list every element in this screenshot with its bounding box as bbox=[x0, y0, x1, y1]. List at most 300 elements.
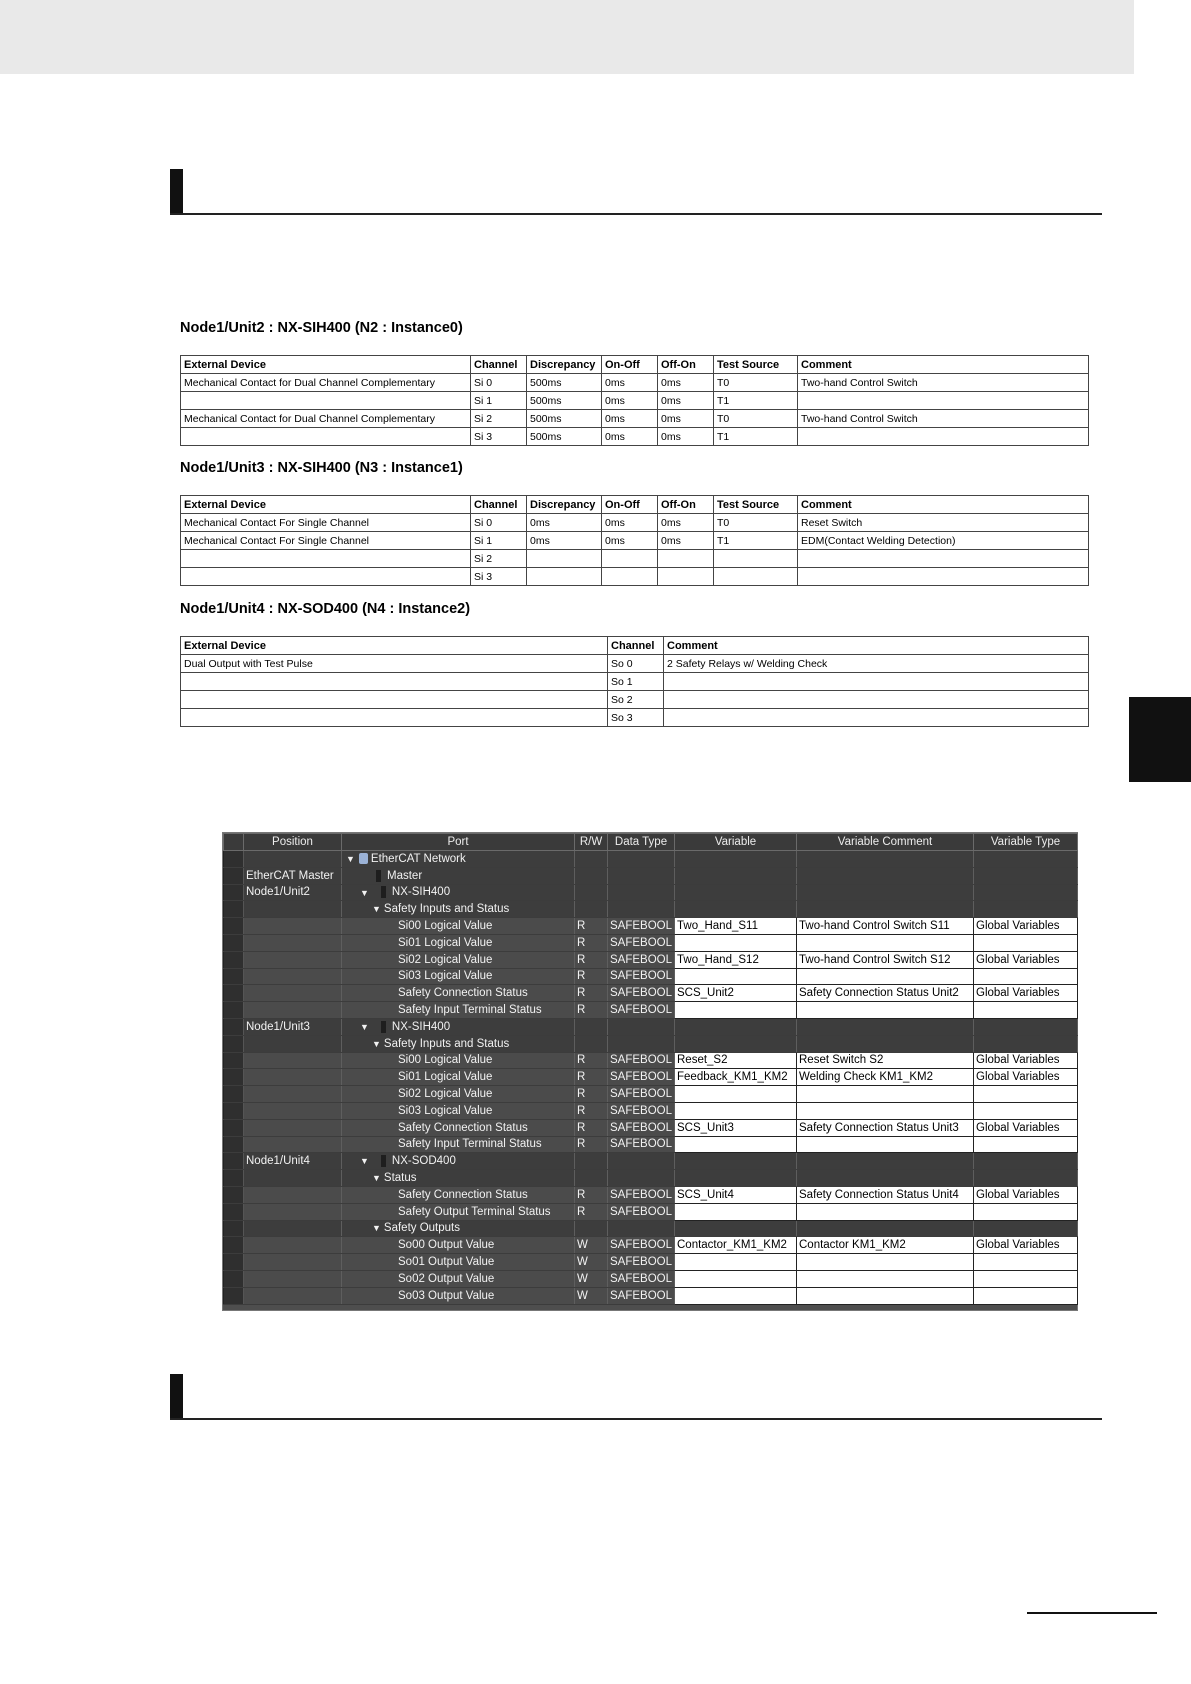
gutter-header bbox=[224, 834, 244, 851]
rw-cell bbox=[575, 1035, 608, 1052]
io-row[interactable] bbox=[224, 1203, 1078, 1220]
cell: 0ms bbox=[602, 374, 658, 392]
variable-comment-field[interactable]: Two-hand Control Switch S11 bbox=[797, 918, 974, 935]
variable-type-field[interactable]: Global Variables bbox=[974, 985, 1078, 1002]
variable-field[interactable] bbox=[675, 934, 797, 951]
cell: Mechanical Contact For Single Channel bbox=[181, 532, 471, 550]
rw-cell: R bbox=[575, 1119, 608, 1136]
io-row[interactable] bbox=[224, 1035, 1078, 1052]
variable-comment-field[interactable] bbox=[797, 1102, 974, 1119]
io-map-body bbox=[224, 851, 1078, 1305]
cell bbox=[527, 568, 602, 586]
rw-cell: W bbox=[575, 1270, 608, 1287]
variable-type-field[interactable] bbox=[974, 1270, 1078, 1287]
variable-field[interactable]: Two_Hand_S12 bbox=[675, 951, 797, 968]
variable-comment-field[interactable]: Welding Check KM1_KM2 bbox=[797, 1069, 974, 1086]
col-on-off: On-Off bbox=[602, 496, 658, 514]
io-row[interactable] bbox=[224, 851, 1078, 868]
data-type-cell: SAFEBOOL bbox=[608, 1186, 675, 1203]
variable-field[interactable] bbox=[675, 1102, 797, 1119]
expand-triangle-icon[interactable]: ▼ bbox=[372, 1038, 381, 1049]
position-cell: Node1/Unit2 bbox=[244, 884, 342, 901]
position-cell bbox=[244, 1287, 342, 1304]
port-label: So00 Output Value bbox=[398, 1239, 495, 1252]
col-rw[interactable]: R/W bbox=[575, 834, 608, 851]
variable-comment-field[interactable]: Safety Connection Status Unit3 bbox=[797, 1119, 974, 1136]
row-gutter bbox=[224, 884, 244, 901]
variable-comment-field[interactable]: Safety Connection Status Unit2 bbox=[797, 985, 974, 1002]
expand-triangle-icon[interactable]: ▼ bbox=[346, 853, 355, 864]
variable-type-field[interactable] bbox=[974, 1102, 1078, 1119]
cell bbox=[602, 568, 658, 586]
cell: Dual Output with Test Pulse bbox=[181, 655, 608, 673]
rw-cell: W bbox=[575, 1254, 608, 1271]
data-type-cell: SAFEBOOL bbox=[608, 1287, 675, 1304]
cell: Si 2 bbox=[471, 410, 527, 428]
unit4-title: Node1/Unit4 : NX-SOD400 (N4 : Instance2) bbox=[180, 601, 471, 617]
variable-type-field[interactable]: Global Variables bbox=[974, 1119, 1078, 1136]
rw-cell: R bbox=[575, 918, 608, 935]
unit4-config-table bbox=[180, 636, 1089, 727]
cell: 0ms bbox=[602, 514, 658, 532]
variable-comment-field[interactable]: Reset Switch S2 bbox=[797, 1052, 974, 1069]
data-type-cell bbox=[608, 1035, 675, 1052]
port-cell bbox=[342, 1153, 575, 1170]
io-row[interactable] bbox=[224, 1153, 1078, 1170]
row-gutter bbox=[224, 934, 244, 951]
position-cell bbox=[244, 1170, 342, 1187]
position-cell bbox=[244, 1237, 342, 1254]
variable-comment-field[interactable] bbox=[797, 1203, 974, 1220]
port-cell bbox=[342, 1136, 575, 1153]
variable-field[interactable]: Two_Hand_S11 bbox=[675, 918, 797, 935]
cell: So 0 bbox=[608, 655, 664, 673]
rw-cell: R bbox=[575, 1052, 608, 1069]
port-cell bbox=[342, 1102, 575, 1119]
cell bbox=[798, 568, 1089, 586]
position-cell bbox=[244, 934, 342, 951]
io-map-grid bbox=[222, 832, 1078, 1311]
io-row[interactable] bbox=[224, 867, 1078, 884]
variable-comment-field bbox=[797, 1035, 974, 1052]
port-cell bbox=[342, 1086, 575, 1103]
cell: Si 1 bbox=[471, 532, 527, 550]
col-position[interactable]: Position bbox=[244, 834, 342, 851]
variable-type-field bbox=[974, 851, 1078, 868]
cell: Si 3 bbox=[471, 428, 527, 446]
variable-comment-field[interactable] bbox=[797, 1002, 974, 1019]
port-cell bbox=[342, 1287, 575, 1304]
network-icon bbox=[359, 853, 368, 864]
col-data-type[interactable]: Data Type bbox=[608, 834, 675, 851]
table-header-row bbox=[181, 637, 1089, 655]
cell: 2 Safety Relays w/ Welding Check bbox=[664, 655, 1089, 673]
port-cell bbox=[342, 1203, 575, 1220]
port-cell bbox=[342, 901, 575, 918]
cell: 0ms bbox=[602, 532, 658, 550]
io-row[interactable] bbox=[224, 1237, 1078, 1254]
row-gutter bbox=[224, 1086, 244, 1103]
row-gutter bbox=[224, 1254, 244, 1271]
col-external-device: External Device bbox=[181, 356, 471, 374]
data-type-cell: SAFEBOOL bbox=[608, 1119, 675, 1136]
io-row[interactable] bbox=[224, 951, 1078, 968]
variable-field[interactable]: Feedback_KM1_KM2 bbox=[675, 1069, 797, 1086]
port-label: Safety Connection Status bbox=[398, 1121, 528, 1134]
chapter-tab bbox=[1129, 697, 1191, 782]
cell bbox=[714, 568, 798, 586]
io-row[interactable] bbox=[224, 968, 1078, 985]
variable-comment-field[interactable] bbox=[797, 1270, 974, 1287]
io-row[interactable] bbox=[224, 1069, 1078, 1086]
section-heading-2 bbox=[170, 1374, 1102, 1420]
expand-triangle-icon[interactable]: ▼ bbox=[360, 887, 369, 898]
data-type-cell bbox=[608, 884, 675, 901]
variable-type-field[interactable] bbox=[974, 1086, 1078, 1103]
col-test-source: Test Source bbox=[714, 356, 798, 374]
port-label: So02 Output Value bbox=[398, 1272, 495, 1285]
port-label: Si02 Logical Value bbox=[398, 953, 493, 966]
port-label: NX-SIH400 bbox=[391, 886, 451, 899]
variable-field[interactable] bbox=[675, 1136, 797, 1153]
port-cell bbox=[342, 1170, 575, 1187]
port-cell bbox=[342, 1035, 575, 1052]
port-label: Safety Inputs and Status bbox=[383, 1037, 510, 1050]
cell bbox=[798, 392, 1089, 410]
row-gutter bbox=[224, 1287, 244, 1304]
position-cell bbox=[244, 1254, 342, 1271]
port-label: Safety Input Terminal Status bbox=[398, 1138, 542, 1151]
data-type-cell: SAFEBOOL bbox=[608, 1069, 675, 1086]
expand-triangle-icon[interactable]: ▼ bbox=[372, 904, 381, 915]
row-gutter bbox=[224, 1002, 244, 1019]
variable-type-field[interactable] bbox=[974, 1203, 1078, 1220]
row-gutter bbox=[224, 1018, 244, 1035]
variable-field[interactable]: Reset_S2 bbox=[675, 1052, 797, 1069]
cell: T1 bbox=[714, 428, 798, 446]
cell: So 2 bbox=[608, 691, 664, 709]
col-channel: Channel bbox=[608, 637, 664, 655]
data-type-cell: SAFEBOOL bbox=[608, 918, 675, 935]
col-variable-type[interactable]: Variable Type bbox=[974, 834, 1078, 851]
variable-field[interactable] bbox=[675, 1287, 797, 1304]
data-type-cell bbox=[608, 1018, 675, 1035]
position-cell bbox=[244, 1136, 342, 1153]
variable-field bbox=[675, 1170, 797, 1187]
rw-cell: R bbox=[575, 1136, 608, 1153]
position-cell bbox=[244, 918, 342, 935]
port-cell bbox=[342, 951, 575, 968]
col-channel: Channel bbox=[471, 496, 527, 514]
io-row[interactable] bbox=[224, 1186, 1078, 1203]
variable-field[interactable] bbox=[675, 1203, 797, 1220]
data-type-cell bbox=[608, 1153, 675, 1170]
variable-type-field[interactable]: Global Variables bbox=[974, 1237, 1078, 1254]
port-label: Si01 Logical Value bbox=[398, 1071, 493, 1084]
data-type-cell bbox=[608, 867, 675, 884]
variable-type-field bbox=[974, 884, 1078, 901]
variable-comment-field[interactable] bbox=[797, 1136, 974, 1153]
variable-type-field[interactable] bbox=[974, 968, 1078, 985]
io-row[interactable] bbox=[224, 1220, 1078, 1237]
cell: T0 bbox=[714, 374, 798, 392]
col-variable[interactable]: Variable bbox=[675, 834, 797, 851]
rw-cell bbox=[575, 884, 608, 901]
variable-type-field[interactable]: Global Variables bbox=[974, 951, 1078, 968]
io-row[interactable] bbox=[224, 901, 1078, 918]
device-icon bbox=[381, 1155, 386, 1167]
col-off-on: Off-On bbox=[658, 356, 714, 374]
row-gutter bbox=[224, 1203, 244, 1220]
port-cell bbox=[342, 985, 575, 1002]
io-row[interactable] bbox=[224, 1119, 1078, 1136]
col-on-off: On-Off bbox=[602, 356, 658, 374]
rw-cell bbox=[575, 1170, 608, 1187]
rw-cell: R bbox=[575, 1086, 608, 1103]
variable-type-field[interactable] bbox=[974, 1136, 1078, 1153]
variable-field[interactable]: SCS_Unit2 bbox=[675, 985, 797, 1002]
variable-comment-field bbox=[797, 867, 974, 884]
variable-comment-field[interactable]: Contactor KM1_KM2 bbox=[797, 1237, 974, 1254]
data-type-cell: SAFEBOOL bbox=[608, 968, 675, 985]
io-row[interactable] bbox=[224, 884, 1078, 901]
row-gutter bbox=[224, 1069, 244, 1086]
cell bbox=[658, 550, 714, 568]
row-gutter bbox=[224, 1270, 244, 1287]
unit2-config-table bbox=[180, 355, 1089, 446]
rw-cell: R bbox=[575, 1186, 608, 1203]
io-row[interactable] bbox=[224, 1102, 1078, 1119]
cell: So 3 bbox=[608, 709, 664, 727]
variable-comment-field[interactable] bbox=[797, 1287, 974, 1304]
table-row bbox=[181, 568, 1089, 586]
variable-field[interactable] bbox=[675, 1254, 797, 1271]
cell: Si 0 bbox=[471, 374, 527, 392]
col-off-on: Off-On bbox=[658, 496, 714, 514]
variable-type-field bbox=[974, 1153, 1078, 1170]
variable-field[interactable] bbox=[675, 1086, 797, 1103]
rw-cell: W bbox=[575, 1287, 608, 1304]
io-row[interactable] bbox=[224, 1170, 1078, 1187]
variable-type-field[interactable]: Global Variables bbox=[974, 1052, 1078, 1069]
cell: Mechanical Contact For Single Channel bbox=[181, 514, 471, 532]
variable-field[interactable]: SCS_Unit4 bbox=[675, 1186, 797, 1203]
position-cell bbox=[244, 1186, 342, 1203]
col-channel: Channel bbox=[471, 356, 527, 374]
variable-comment-field bbox=[797, 901, 974, 918]
cell: Mechanical Contact for Dual Channel Complementary bbox=[181, 374, 471, 392]
port-label: So03 Output Value bbox=[398, 1289, 495, 1302]
variable-field bbox=[675, 1153, 797, 1170]
cell: Si 2 bbox=[471, 550, 527, 568]
io-row[interactable] bbox=[224, 1270, 1078, 1287]
position-cell: Node1/Unit3 bbox=[244, 1018, 342, 1035]
cell bbox=[658, 568, 714, 586]
col-comment: Comment bbox=[798, 356, 1089, 374]
row-gutter bbox=[224, 867, 244, 884]
expand-triangle-icon[interactable]: ▼ bbox=[372, 1223, 381, 1234]
expand-triangle-icon[interactable]: ▼ bbox=[360, 1156, 369, 1167]
position-cell bbox=[244, 1035, 342, 1052]
cell: 500ms bbox=[527, 392, 602, 410]
cell: 0ms bbox=[658, 410, 714, 428]
cell: 500ms bbox=[527, 428, 602, 446]
port-cell bbox=[342, 1186, 575, 1203]
data-type-cell: SAFEBOOL bbox=[608, 1254, 675, 1271]
cell: Si 1 bbox=[471, 392, 527, 410]
position-cell bbox=[244, 1002, 342, 1019]
variable-type-field[interactable] bbox=[974, 1002, 1078, 1019]
cell bbox=[602, 550, 658, 568]
variable-field[interactable] bbox=[675, 1270, 797, 1287]
position-cell: EtherCAT Master bbox=[244, 867, 342, 884]
variable-comment-field[interactable] bbox=[797, 1254, 974, 1271]
row-gutter bbox=[224, 1170, 244, 1187]
variable-type-field[interactable]: Global Variables bbox=[974, 1186, 1078, 1203]
cell: T0 bbox=[714, 514, 798, 532]
io-row[interactable] bbox=[224, 918, 1078, 935]
data-type-cell: SAFEBOOL bbox=[608, 1102, 675, 1119]
variable-comment-field bbox=[797, 1220, 974, 1237]
variable-type-field[interactable]: Global Variables bbox=[974, 918, 1078, 935]
cell bbox=[664, 673, 1089, 691]
cell: 500ms bbox=[527, 374, 602, 392]
cell: 0ms bbox=[527, 532, 602, 550]
table-row bbox=[181, 709, 1089, 727]
position-cell bbox=[244, 901, 342, 918]
row-gutter bbox=[224, 901, 244, 918]
row-gutter bbox=[224, 968, 244, 985]
col-port[interactable]: Port bbox=[342, 834, 575, 851]
rw-cell: R bbox=[575, 1203, 608, 1220]
cell: Reset Switch bbox=[798, 514, 1089, 532]
rw-cell: R bbox=[575, 985, 608, 1002]
port-label: Si01 Logical Value bbox=[398, 936, 493, 949]
variable-type-field bbox=[974, 867, 1078, 884]
table-row bbox=[181, 392, 1089, 410]
variable-comment-field bbox=[797, 851, 974, 868]
variable-field[interactable]: SCS_Unit3 bbox=[675, 1119, 797, 1136]
cell bbox=[181, 673, 608, 691]
cell bbox=[798, 428, 1089, 446]
io-row[interactable] bbox=[224, 985, 1078, 1002]
cell: T1 bbox=[714, 392, 798, 410]
col-discrepancy: Discrepancy bbox=[527, 356, 602, 374]
variable-type-field bbox=[974, 1035, 1078, 1052]
port-label: Safety Connection Status bbox=[398, 1188, 528, 1201]
port-cell bbox=[342, 1270, 575, 1287]
variable-comment-field[interactable] bbox=[797, 934, 974, 951]
port-cell bbox=[342, 884, 575, 901]
position-cell bbox=[244, 1270, 342, 1287]
io-row[interactable] bbox=[224, 1086, 1078, 1103]
port-label: Safety Input Terminal Status bbox=[398, 1004, 542, 1017]
cell bbox=[798, 550, 1089, 568]
port-cell bbox=[342, 1254, 575, 1271]
variable-comment-field[interactable]: Safety Connection Status Unit4 bbox=[797, 1186, 974, 1203]
cell: Si 3 bbox=[471, 568, 527, 586]
port-label: Safety Connection Status bbox=[398, 987, 528, 1000]
variable-type-field[interactable] bbox=[974, 1254, 1078, 1271]
data-type-cell: SAFEBOOL bbox=[608, 1136, 675, 1153]
port-label: Si02 Logical Value bbox=[398, 1088, 493, 1101]
data-type-cell: SAFEBOOL bbox=[608, 1203, 675, 1220]
position-cell bbox=[244, 1203, 342, 1220]
col-variable-comment[interactable]: Variable Comment bbox=[797, 834, 974, 851]
table-header-row bbox=[181, 496, 1089, 514]
data-type-cell bbox=[608, 1170, 675, 1187]
port-label: Safety Inputs and Status bbox=[383, 903, 510, 916]
variable-comment-field[interactable] bbox=[797, 968, 974, 985]
row-gutter bbox=[224, 1119, 244, 1136]
port-cell bbox=[342, 1002, 575, 1019]
cell bbox=[181, 428, 471, 446]
cell: So 1 bbox=[608, 673, 664, 691]
io-row[interactable] bbox=[224, 1287, 1078, 1304]
cell: Two-hand Control Switch bbox=[798, 410, 1089, 428]
port-cell bbox=[342, 1069, 575, 1086]
port-cell bbox=[342, 918, 575, 935]
io-row[interactable] bbox=[224, 1052, 1078, 1069]
rw-cell: R bbox=[575, 968, 608, 985]
port-label: Safety Outputs bbox=[383, 1222, 460, 1235]
expand-triangle-icon[interactable]: ▼ bbox=[372, 1173, 381, 1184]
page-header-band bbox=[0, 0, 1134, 74]
variable-type-field[interactable] bbox=[974, 1287, 1078, 1304]
cell bbox=[181, 550, 471, 568]
port-cell bbox=[342, 934, 575, 951]
position-cell bbox=[244, 1220, 342, 1237]
position-cell bbox=[244, 1052, 342, 1069]
cell bbox=[181, 709, 608, 727]
variable-field bbox=[675, 851, 797, 868]
variable-comment-field[interactable]: Two-hand Control Switch S12 bbox=[797, 951, 974, 968]
io-row[interactable] bbox=[224, 1018, 1078, 1035]
table-row bbox=[181, 550, 1089, 568]
col-test-source: Test Source bbox=[714, 496, 798, 514]
row-gutter bbox=[224, 1153, 244, 1170]
io-header-row bbox=[224, 834, 1078, 851]
cell bbox=[527, 550, 602, 568]
rw-cell: R bbox=[575, 934, 608, 951]
io-row[interactable] bbox=[224, 1254, 1078, 1271]
variable-field bbox=[675, 1035, 797, 1052]
rw-cell: R bbox=[575, 1002, 608, 1019]
variable-comment-field[interactable] bbox=[797, 1086, 974, 1103]
table-row bbox=[181, 428, 1089, 446]
io-row[interactable] bbox=[224, 934, 1078, 951]
row-gutter bbox=[224, 1220, 244, 1237]
io-row[interactable] bbox=[224, 1136, 1078, 1153]
variable-field[interactable] bbox=[675, 968, 797, 985]
expand-triangle-icon[interactable]: ▼ bbox=[360, 1021, 369, 1032]
variable-type-field bbox=[974, 901, 1078, 918]
position-cell bbox=[244, 985, 342, 1002]
variable-type-field[interactable]: Global Variables bbox=[974, 1069, 1078, 1086]
rw-cell bbox=[575, 901, 608, 918]
position-cell bbox=[244, 968, 342, 985]
cell: 0ms bbox=[602, 392, 658, 410]
variable-field[interactable]: Contactor_KM1_KM2 bbox=[675, 1237, 797, 1254]
section-heading-marker bbox=[170, 169, 183, 213]
io-row[interactable] bbox=[224, 1002, 1078, 1019]
variable-type-field[interactable] bbox=[974, 934, 1078, 951]
variable-field[interactable] bbox=[675, 1002, 797, 1019]
position-cell bbox=[244, 1069, 342, 1086]
port-label: Safety Output Terminal Status bbox=[398, 1205, 551, 1218]
port-cell bbox=[342, 867, 575, 884]
table-row bbox=[181, 410, 1089, 428]
